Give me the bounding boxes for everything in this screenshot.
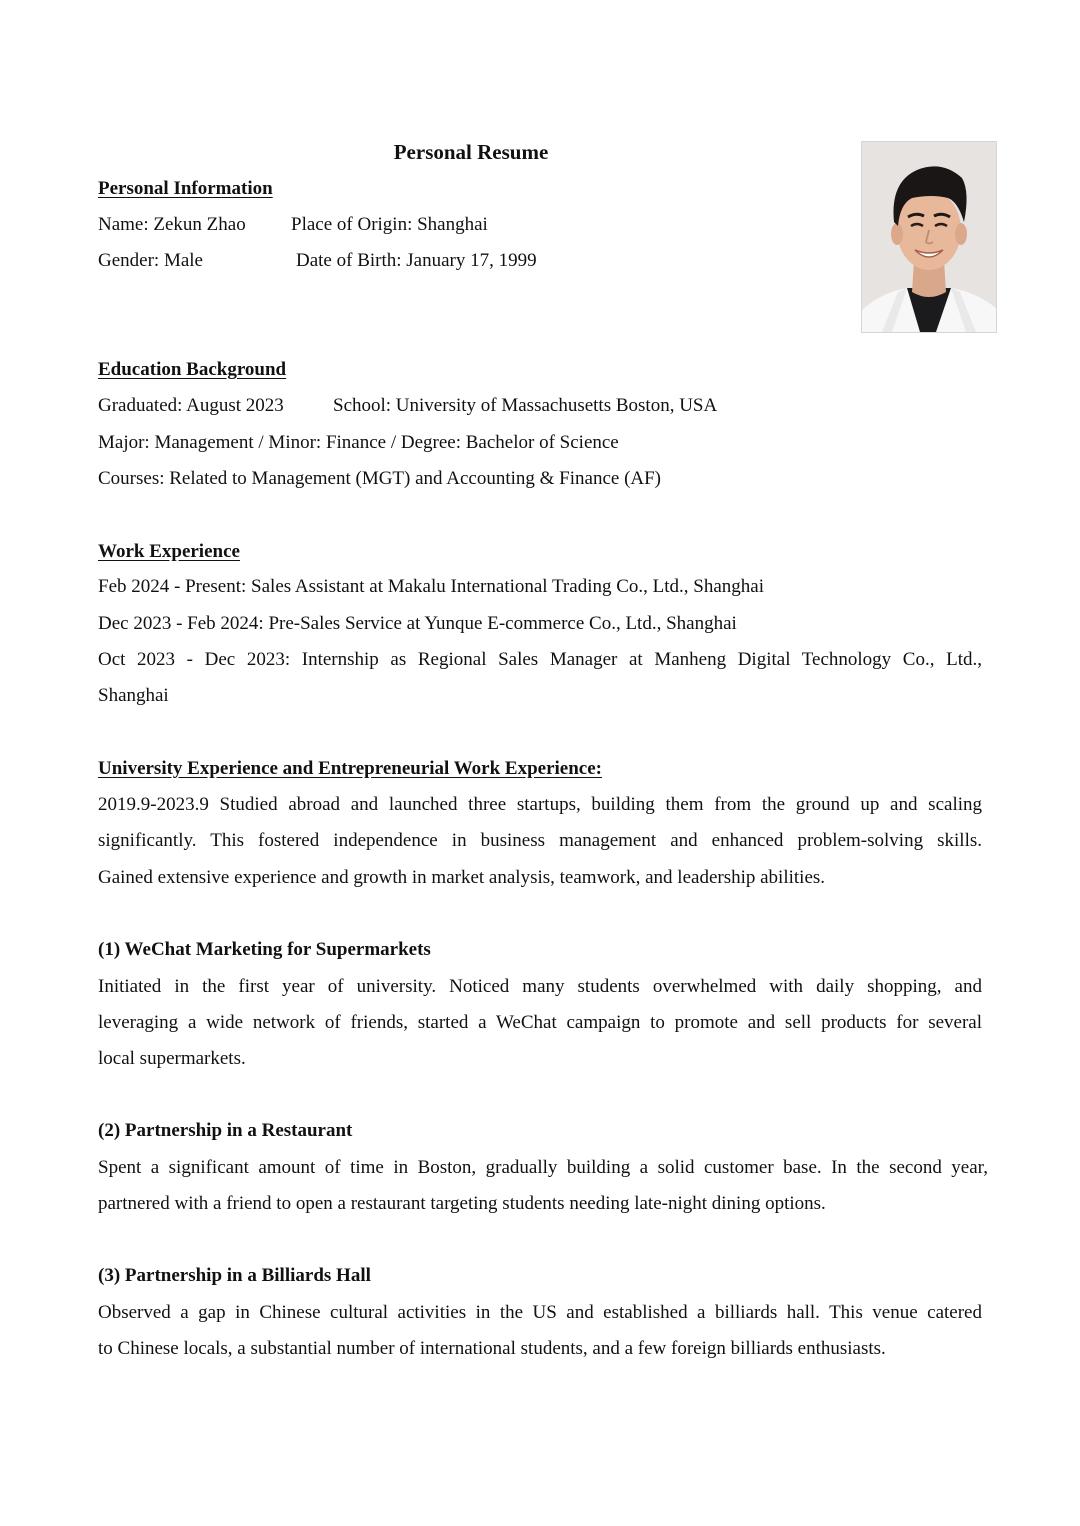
profile-photo xyxy=(861,141,997,333)
paragraph-line: leveraging a wide network of friends, started a WeChat campaign to promote and sell products for several xyxy=(98,1012,982,1033)
dob-field: Date of Birth: January 17, 1999 xyxy=(296,250,537,271)
gender-field: Gender: Male xyxy=(98,250,203,271)
personal-info-heading: Personal Information xyxy=(98,178,273,199)
school-field: School: University of Massachusetts Boston, USA xyxy=(333,395,718,416)
work-item-continued: Shanghai xyxy=(98,685,169,706)
work-item: Feb 2024 - Present: Sales Assistant at Makalu International Trading Co., Ltd., Shanghai xyxy=(98,576,764,597)
project-title: (1) WeChat Marketing for Supermarkets xyxy=(98,939,431,960)
paragraph-line: Gained extensive experience and growth in market analysis, teamwork, and leadership abilities. xyxy=(98,867,826,888)
paragraph-line: Observed a gap in Chinese cultural activities in the US and established a billiards hall. This venue catered xyxy=(98,1302,982,1323)
name-field: Name: Zekun Zhao xyxy=(98,214,246,235)
project-title: (2) Partnership in a Restaurant xyxy=(98,1120,353,1141)
major-field: Major: Management / Minor: Finance / Degree: Bachelor of Science xyxy=(98,432,619,453)
paragraph-line: 2019.9-2023.9 Studied abroad and launched three startups, building them from the ground up and scaling xyxy=(98,794,982,815)
paragraph-line: to Chinese locals, a substantial number of international students, and a few foreign billiards enthusiasts. xyxy=(98,1338,886,1359)
work-item: Dec 2023 - Feb 2024: Pre-Sales Service at Yunque E-commerce Co., Ltd., Shanghai xyxy=(98,613,737,634)
work-item: Oct 2023 - Dec 2023: Internship as Regional Sales Manager at Manheng Digital Technology Co., Ltd., xyxy=(98,649,982,670)
paragraph-line: local supermarkets. xyxy=(98,1048,246,1069)
courses-field: Courses: Related to Management (MGT) and Accounting & Finance (AF) xyxy=(98,468,662,489)
education-heading: Education Background xyxy=(98,359,287,380)
paragraph-line: partnered with a friend to open a restaurant targeting students needing late-night dining options. xyxy=(98,1193,826,1214)
paragraph-line: Initiated in the first year of university. Noticed many students overwhelmed with daily shopping, and xyxy=(98,976,982,997)
project-title: (3) Partnership in a Billiards Hall xyxy=(98,1265,371,1286)
paragraph-line: Spent a significant amount of time in Boston, gradually building a solid customer base. In the second year, xyxy=(98,1157,988,1178)
university-heading: University Experience and Entrepreneurial Work Experience: xyxy=(98,758,602,779)
paragraph-line: significantly. This fostered independence in business management and enhanced problem-solving skills. xyxy=(98,830,982,851)
graduated-field: Graduated: August 2023 xyxy=(98,395,284,416)
work-heading: Work Experience xyxy=(98,541,240,562)
origin-field: Place of Origin: Shanghai xyxy=(291,214,488,235)
page-title: Personal Resume xyxy=(393,140,549,164)
